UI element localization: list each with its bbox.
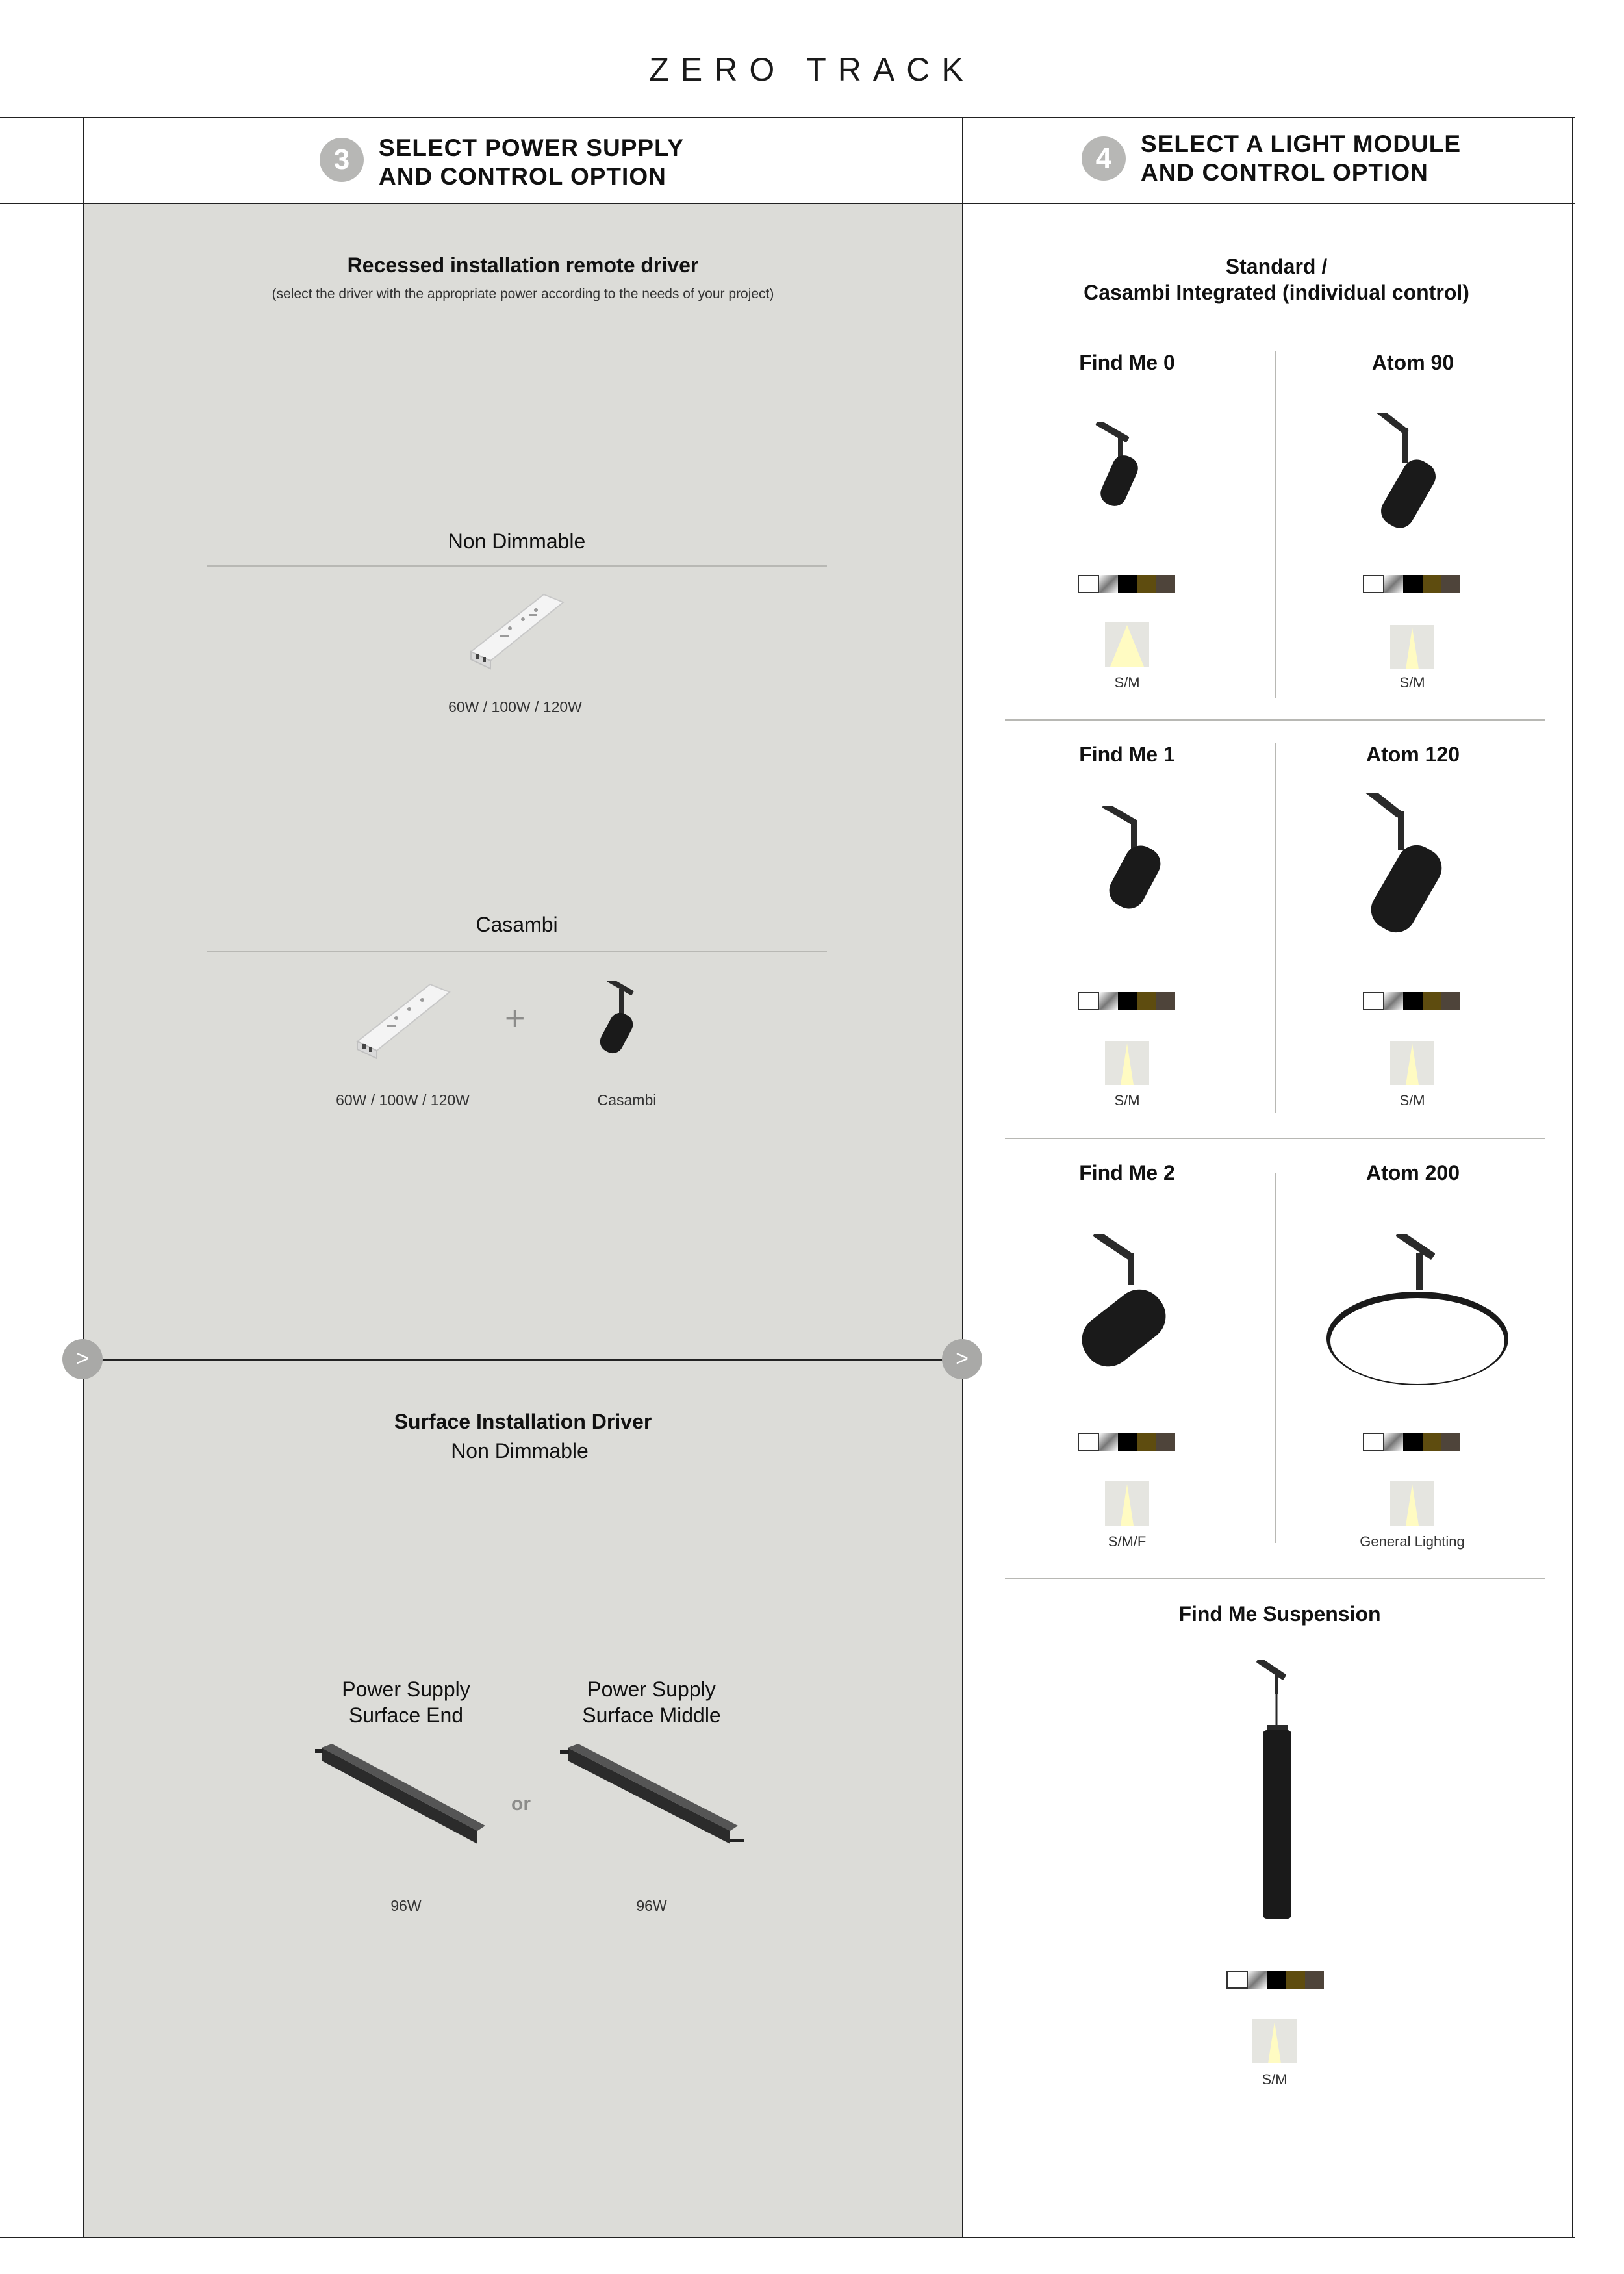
surface-title: Surface Installation Driver bbox=[394, 1410, 652, 1433]
casambi-divider bbox=[207, 951, 827, 952]
surface-end-power: 96W bbox=[390, 1897, 422, 1914]
module-row-divider-3 bbox=[1005, 1578, 1545, 1579]
swatch-black bbox=[1118, 575, 1137, 593]
module-grid-divider-1 bbox=[1275, 351, 1276, 698]
table-top-line bbox=[0, 117, 1575, 118]
swatch-bronze bbox=[1423, 575, 1441, 593]
beam-label-find-me-2: S/M/F bbox=[1108, 1533, 1147, 1550]
beam-label-find-me-suspension: S/M bbox=[1262, 2071, 1288, 2088]
beam-icon-atom-90 bbox=[1390, 625, 1434, 669]
modules-header bbox=[1020, 253, 1533, 305]
swatch-white bbox=[1226, 1971, 1248, 1989]
surface-middle-label bbox=[522, 1676, 781, 1728]
finish-swatches-atom-90 bbox=[1363, 575, 1460, 593]
step-3-badge: 3 bbox=[320, 138, 364, 182]
finish-swatches-find-me-suspension bbox=[1226, 1971, 1324, 1989]
surface-end-line2: Surface End bbox=[348, 1704, 464, 1727]
module-name-atom-120: Atom 120 bbox=[1365, 743, 1460, 766]
beam-icon-atom-120 bbox=[1390, 1041, 1434, 1085]
finish-swatches-atom-120 bbox=[1363, 992, 1460, 1010]
swatch-chrome bbox=[1099, 1433, 1118, 1451]
surface-middle-line1: Power Supply bbox=[587, 1678, 716, 1701]
swatch-black bbox=[1267, 1971, 1286, 1989]
or-label: or bbox=[511, 1793, 531, 1815]
step-4-title bbox=[1141, 130, 1461, 187]
swatch-chrome bbox=[1099, 992, 1118, 1010]
header-bottom-line bbox=[0, 203, 1575, 204]
swatch-brown bbox=[1156, 992, 1175, 1010]
column-divider-right bbox=[1572, 117, 1573, 2238]
step-3-title-line2: AND CONTROL OPTION bbox=[379, 163, 666, 190]
swatch-bronze bbox=[1137, 575, 1156, 593]
recessed-panel bbox=[83, 204, 963, 1361]
swatch-brown bbox=[1156, 1433, 1175, 1451]
module-row-divider-2 bbox=[1005, 1138, 1545, 1139]
swatch-black bbox=[1118, 1433, 1137, 1451]
beam-label-find-me-0: S/M bbox=[1114, 674, 1140, 691]
swatch-brown bbox=[1441, 1433, 1460, 1451]
recessed-subtitle: (select the driver with the appropriate power according to the needs of your project) bbox=[272, 287, 774, 301]
module-name-find-me-1: Find Me 1 bbox=[1079, 743, 1175, 766]
finish-swatches-atom-200 bbox=[1363, 1433, 1460, 1451]
step-4-badge: 4 bbox=[1082, 136, 1126, 181]
non-dimmable-divider bbox=[207, 565, 827, 567]
swatch-bronze bbox=[1286, 1971, 1305, 1989]
surface-middle-power: 96W bbox=[636, 1897, 667, 1914]
left-arrow-icon[interactable]: > bbox=[62, 1339, 103, 1379]
swatch-white bbox=[1363, 575, 1384, 593]
casambi-driver-power: 60W / 100W / 120W bbox=[336, 1092, 470, 1108]
casambi-heading: Casambi bbox=[476, 913, 558, 936]
beam-icon-find-me-0 bbox=[1105, 622, 1149, 667]
recessed-title: Recessed installation remote driver bbox=[347, 253, 699, 277]
swatch-black bbox=[1118, 992, 1137, 1010]
casambi-spot-image bbox=[594, 981, 653, 1062]
atom-90-image bbox=[1364, 413, 1449, 539]
swatch-white bbox=[1363, 992, 1384, 1010]
surface-end-driver-image bbox=[315, 1741, 487, 1852]
swatch-chrome bbox=[1384, 575, 1403, 593]
column-divider-middle bbox=[962, 117, 963, 2238]
beam-label-find-me-1: S/M bbox=[1114, 1092, 1140, 1108]
beam-label-atom-120: S/M bbox=[1399, 1092, 1425, 1108]
plus-sign: + bbox=[505, 999, 526, 1038]
swatch-black bbox=[1403, 1433, 1422, 1451]
surface-middle-line2: Surface Middle bbox=[582, 1704, 721, 1727]
module-row-divider-1 bbox=[1005, 719, 1545, 721]
beam-icon-find-me-2 bbox=[1105, 1481, 1149, 1526]
atom-120-image bbox=[1345, 793, 1462, 942]
swatch-bronze bbox=[1423, 992, 1441, 1010]
swatch-white bbox=[1078, 992, 1099, 1010]
modules-header-line2: Casambi Integrated (individual control) bbox=[1084, 281, 1469, 304]
step-4-title-line1: SELECT A LIGHT MODULE bbox=[1141, 131, 1462, 157]
non-dimmable-heading: Non Dimmable bbox=[448, 530, 586, 553]
surface-subtitle: Non Dimmable bbox=[451, 1439, 589, 1463]
find-me-suspension-image bbox=[1247, 1660, 1306, 1926]
table-bottom-line bbox=[0, 2237, 1575, 2238]
swatch-bronze bbox=[1423, 1433, 1441, 1451]
step-4-title-line2: AND CONTROL OPTION bbox=[1141, 159, 1428, 186]
modules-header-line1: Standard / bbox=[1225, 255, 1328, 278]
swatch-brown bbox=[1305, 1971, 1324, 1989]
brand-title: ZERO TRACK bbox=[649, 51, 975, 88]
swatch-chrome bbox=[1248, 1971, 1267, 1989]
column-divider-left bbox=[83, 117, 84, 2238]
beam-label-atom-200: General Lighting bbox=[1360, 1533, 1465, 1550]
swatch-brown bbox=[1156, 575, 1175, 593]
module-name-find-me-suspension: Find Me Suspension bbox=[1178, 1602, 1381, 1626]
module-name-atom-90: Atom 90 bbox=[1371, 351, 1454, 374]
swatch-brown bbox=[1441, 992, 1460, 1010]
step-3-title bbox=[379, 134, 684, 191]
swatch-chrome bbox=[1384, 1433, 1403, 1451]
swatch-black bbox=[1403, 575, 1422, 593]
beam-label-atom-90: S/M bbox=[1399, 674, 1425, 691]
swatch-white bbox=[1363, 1433, 1384, 1451]
atom-200-image bbox=[1319, 1234, 1514, 1390]
find-me-0-image bbox=[1088, 422, 1160, 520]
surface-end-label bbox=[276, 1676, 536, 1728]
panel-separator-line bbox=[83, 1359, 963, 1361]
swatch-black bbox=[1403, 992, 1422, 1010]
beam-icon-atom-200 bbox=[1390, 1481, 1434, 1526]
swatch-white bbox=[1078, 575, 1099, 593]
beam-icon-find-me-1 bbox=[1105, 1041, 1149, 1085]
beam-icon-find-me-suspension bbox=[1252, 2019, 1297, 2063]
swatch-bronze bbox=[1137, 992, 1156, 1010]
finish-swatches-find-me-0 bbox=[1078, 575, 1175, 593]
remote-driver-image bbox=[464, 588, 568, 672]
module-name-find-me-2: Find Me 2 bbox=[1079, 1161, 1175, 1184]
swatch-chrome bbox=[1099, 575, 1118, 593]
find-me-1-image bbox=[1095, 806, 1179, 923]
casambi-module-label: Casambi bbox=[597, 1092, 657, 1108]
swatch-white bbox=[1078, 1433, 1099, 1451]
module-grid-divider-3 bbox=[1275, 1173, 1276, 1543]
module-grid-divider-2 bbox=[1275, 743, 1276, 1113]
finish-swatches-find-me-2 bbox=[1078, 1433, 1175, 1451]
step-3-title-line1: SELECT POWER SUPPLY bbox=[379, 134, 684, 161]
swatch-chrome bbox=[1384, 992, 1403, 1010]
find-me-2-image bbox=[1065, 1234, 1189, 1377]
finish-swatches-find-me-1 bbox=[1078, 992, 1175, 1010]
swatch-brown bbox=[1441, 575, 1460, 593]
right-arrow-icon[interactable]: > bbox=[942, 1339, 982, 1379]
non-dimmable-power: 60W / 100W / 120W bbox=[448, 698, 582, 715]
casambi-driver-image bbox=[351, 978, 455, 1062]
swatch-bronze bbox=[1137, 1433, 1156, 1451]
module-name-atom-200: Atom 200 bbox=[1365, 1161, 1460, 1184]
module-name-find-me-0: Find Me 0 bbox=[1079, 351, 1175, 374]
surface-middle-driver-image bbox=[560, 1741, 752, 1852]
surface-end-line1: Power Supply bbox=[342, 1678, 470, 1701]
